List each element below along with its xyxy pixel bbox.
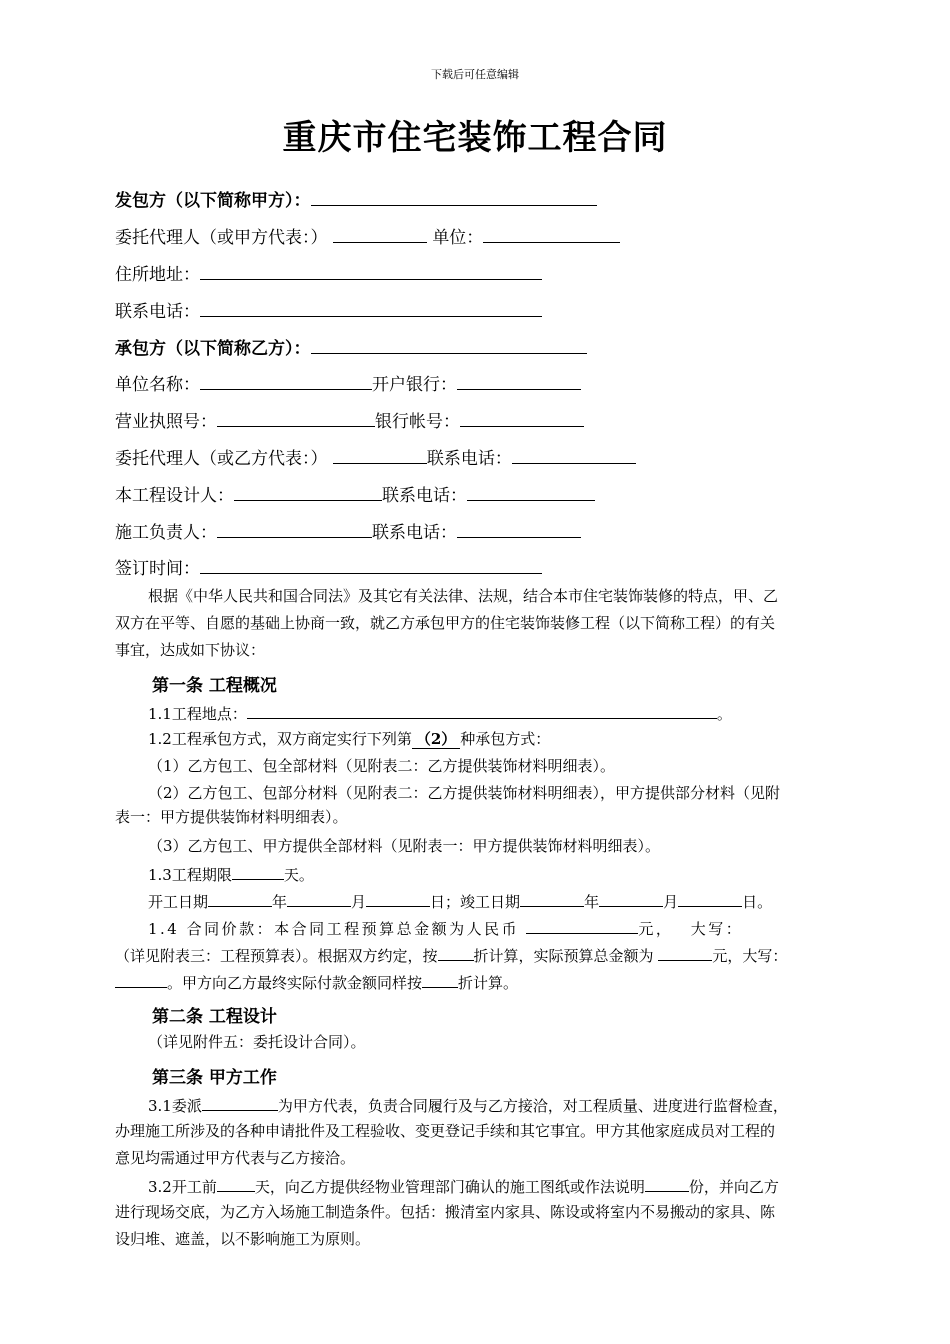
start-date-label: 开工日期 — [148, 893, 209, 911]
party-b-license-row — [115, 409, 584, 434]
party-b-license-blank[interactable] — [217, 409, 375, 427]
party-b-designer-row — [115, 483, 595, 508]
end-year-label: 年 — [584, 893, 600, 911]
party-a-address-row — [115, 262, 542, 287]
item-1-3-label: 1.3工程期限 — [148, 866, 232, 884]
party-b-account-blank[interactable] — [460, 409, 584, 427]
party-b-agent-phone-label: 联系电话： — [426, 449, 512, 469]
party-a-row — [115, 188, 597, 213]
item-1-1-label: 1.1工程地点： — [148, 705, 247, 723]
item-1-4-line-1 — [148, 916, 743, 940]
item-3-1-label: 3.1委派 — [148, 1097, 202, 1115]
party-b-designer-label: 本工程设计人： — [115, 486, 234, 506]
item-1-4-label: 1.4 合同价款：本合同工程预算总金额为人民币 — [148, 920, 520, 938]
party-b-unit-name-blank[interactable] — [200, 372, 372, 390]
final-discount-blank[interactable] — [422, 970, 458, 988]
sign-time-label: 签订时间： — [115, 559, 200, 579]
item-3-2-line-2: 进行现场交底，为乙方入场施工制造条件。包括：搬清室内家具、陈设或将室内不易搬动的家具、陈 — [115, 1203, 776, 1221]
item-1-4-final-end: 折计算。 — [458, 974, 519, 992]
party-b-manager-label: 施工负责人： — [115, 523, 217, 543]
end-day-label: 日。 — [742, 893, 773, 911]
party-a-phone-row — [115, 299, 542, 324]
party-a-blank[interactable] — [311, 188, 597, 206]
item-1-4-final: 。甲方向乙方最终实际付款金额同样按 — [167, 974, 423, 992]
end-date-label: 日；竣工日期 — [430, 893, 521, 911]
party-b-designer-phone-blank[interactable] — [467, 483, 595, 501]
party-b-agent-label: 委托代理人（或乙方代表：） — [115, 449, 328, 469]
party-b-manager-row — [115, 520, 581, 545]
party-b-label: 承包方（以下简称乙方）： — [115, 339, 311, 359]
item-3-1-line-2: 办理施工所涉及的各种申请批件及工程验收、变更登记手续和其它事宜。甲方其他家庭成员对工程的 — [115, 1122, 776, 1140]
article-2-text: （详见附件五：委托设计合同）。 — [148, 1033, 366, 1051]
item-3-1-line-1 — [148, 1093, 788, 1117]
item-3-2-text-end: 份，并向乙方 — [688, 1178, 779, 1196]
end-day-blank[interactable] — [678, 889, 742, 907]
party-a-phone-label: 联系电话： — [115, 302, 200, 322]
start-year-blank[interactable] — [208, 889, 272, 907]
article-3-title: 第三条 甲方工作 — [152, 1068, 277, 1088]
budget-amount-blank[interactable] — [526, 916, 638, 934]
party-b-manager-blank[interactable] — [217, 520, 372, 538]
dates-row — [148, 889, 772, 913]
party-b-agent-phone-blank[interactable] — [512, 446, 636, 464]
page-title: 重庆市住宅装饰工程合同 — [282, 118, 668, 158]
option-3: （3）乙方包工、甲方提供全部材料（见附表一：甲方提供装饰材料明细表）。 — [148, 837, 661, 855]
item-1-3 — [148, 862, 314, 886]
party-b-designer-phone-label: 联系电话： — [382, 486, 467, 506]
daxie-label: 大写： — [690, 920, 744, 938]
party-b-unit-row — [115, 372, 581, 397]
option-2-line-1: （2）乙方包工、包部分材料（见附表二：乙方提供装饰材料明细表），甲方提供部分材料（见附 — [148, 784, 781, 802]
header-note: 下载后可任意编辑 — [431, 68, 519, 81]
party-b-manager-phone-blank[interactable] — [457, 520, 581, 538]
intro-line-2: 双方在平等、自愿的基础上协商一致，就乙方承包甲方的住宅装饰装修工程（以下简称工程）的有关 — [115, 614, 776, 632]
actual-daxie-blank[interactable] — [115, 970, 167, 988]
start-month-blank[interactable] — [287, 889, 351, 907]
actual-amount-blank[interactable] — [658, 943, 712, 961]
party-b-unit-name-label: 单位名称： — [115, 375, 200, 395]
start-year-label: 年 — [272, 893, 288, 911]
party-a-agent-label: 委托代理人（或甲方代表：） — [115, 228, 328, 248]
item-3-2-line-3: 设归堆、遮盖，以不影响施工为原则。 — [115, 1230, 371, 1248]
sign-time-blank[interactable] — [200, 556, 542, 574]
party-a-agent-row — [115, 225, 620, 250]
days-label: 天。 — [283, 866, 314, 884]
party-b-bank-label: 开户银行： — [372, 375, 457, 395]
item-1-2-pre: 1.2工程承包方式，双方商定实行下列第 — [148, 730, 412, 748]
option-2-line-2: 表一：甲方提供装饰材料明细表）。 — [115, 808, 348, 826]
copies-blank[interactable] — [645, 1174, 689, 1192]
intro-line-3: 事宜，达成如下协议： — [115, 641, 266, 659]
party-a-address-label: 住所地址： — [115, 265, 200, 285]
item-1-1-end: 。 — [716, 705, 732, 723]
item-1-4-actual: 折计算，实际预算总金额为 — [473, 947, 654, 965]
item-1-4-line-2 — [115, 943, 787, 967]
sign-time-row — [115, 556, 542, 581]
start-month-label: 月 — [351, 893, 367, 911]
days-before-blank[interactable] — [217, 1174, 255, 1192]
item-1-4-detail: （详见附表三：工程预算表）。根据双方约定，按 — [115, 947, 438, 965]
party-b-bank-blank[interactable] — [457, 372, 581, 390]
item-1-2-post: 种承包方式： — [460, 730, 551, 748]
project-location-blank[interactable] — [247, 701, 717, 719]
party-b-account-label: 银行帐号： — [375, 412, 460, 432]
representative-blank[interactable] — [202, 1093, 278, 1111]
duration-blank[interactable] — [232, 862, 284, 880]
party-b-agent-blank[interactable] — [333, 446, 427, 464]
item-1-1 — [148, 701, 732, 725]
party-a-agent-blank[interactable] — [333, 225, 427, 243]
end-month-label: 月 — [663, 893, 679, 911]
intro-line-1: 根据《中华人民共和国合同法》及其它有关法律、法规，结合本市住宅装饰装修的特点，甲、乙 — [148, 587, 779, 605]
party-b-license-label: 营业执照号： — [115, 412, 217, 432]
party-b-designer-blank[interactable] — [234, 483, 382, 501]
party-b-manager-phone-label: 联系电话： — [372, 523, 457, 543]
party-a-unit-label: 单位： — [432, 228, 484, 248]
option-1: （1）乙方包工、包全部材料（见附表二：乙方提供装饰材料明细表）。 — [148, 757, 616, 775]
contract-mode-choice[interactable]: （2） — [412, 730, 460, 749]
yuan-label: 元， — [638, 920, 674, 938]
party-a-unit-blank[interactable] — [483, 225, 620, 243]
item-3-2-text: 天，向乙方提供经物业管理部门确认的施工图纸或作法说明 — [254, 1178, 645, 1196]
party-b-blank[interactable] — [311, 336, 587, 354]
article-1-title: 第一条 工程概况 — [152, 676, 277, 696]
party-a-address-blank[interactable] — [200, 262, 542, 280]
item-1-4-line-3 — [115, 970, 518, 994]
item-3-2-line-1 — [148, 1174, 779, 1198]
party-a-phone-blank[interactable] — [200, 299, 542, 317]
item-3-1-line-3: 意见均需通过甲方代表与乙方接洽。 — [115, 1149, 356, 1167]
start-day-blank[interactable] — [366, 889, 430, 907]
item-3-1-text: 为甲方代表，负责合同履行及与乙方接洽，对工程质量、进度进行监督检查， — [277, 1097, 788, 1115]
item-3-2-label: 3.2开工前 — [148, 1178, 217, 1196]
party-b-row — [115, 336, 587, 361]
end-month-blank[interactable] — [599, 889, 663, 907]
party-a-label: 发包方（以下简称甲方）： — [115, 191, 311, 211]
article-2-title: 第二条 工程设计 — [152, 1007, 277, 1027]
item-1-4-daxie2: 元，大写： — [712, 947, 788, 965]
party-b-agent-row — [115, 446, 636, 471]
end-year-blank[interactable] — [520, 889, 584, 907]
item-1-2 — [148, 728, 550, 750]
discount-blank[interactable] — [438, 943, 474, 961]
